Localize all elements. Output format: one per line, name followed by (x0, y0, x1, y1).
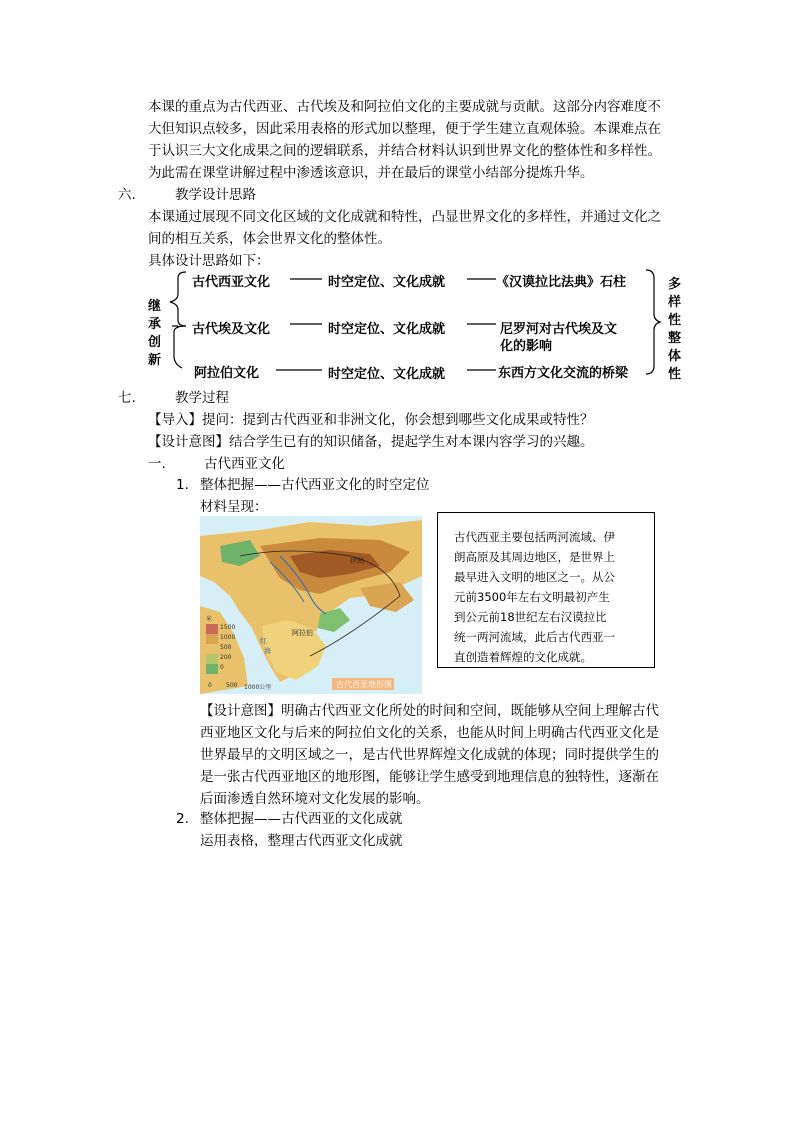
part1-title: 古代西亚文化 (204, 456, 285, 472)
infobox-line-5: 到公元前18世纪左右汉谟拉比 (454, 610, 607, 624)
intro-line-2: 大但知识点较多，因此采用表格的形式加以整理，便于学生建立直观体验。本课难点在 (148, 121, 661, 137)
west-asia-terrain-map (200, 516, 422, 694)
diagram-row3-middle: 时空定位、文化成就 (328, 367, 446, 382)
map-legend-value-2: 1000 (220, 634, 236, 641)
design-diagram (140, 264, 680, 384)
diagram-right-label-bottom: 整体性 (668, 331, 682, 382)
diagram-row2-culture: 古代埃及文化 (192, 322, 271, 337)
diagram-row3-culture: 阿拉伯文化 (194, 366, 260, 381)
intro-line-4: 为此需在课堂讲解过程中渗透该意识，并在最后的课堂小结部分提炼升华。 (148, 165, 594, 181)
map-legend-value-1: 1500 (220, 624, 236, 631)
section6-detail-label: 具体设计思路如下： (148, 253, 270, 269)
section7-title: 教学过程 (175, 390, 229, 406)
map-label-red: 红 (260, 637, 267, 645)
diagram-left-label: 继承创新 (148, 299, 162, 368)
infobox-line-1: 古代西亚主要包括两河流域、伊 (454, 530, 615, 544)
map-label-iran: 伊朗 (350, 557, 364, 565)
lead-in-question: 【导入】提问：提到古代西亚和非洲文化，你会想到哪些文化成果或特性？ (148, 412, 594, 428)
section7-number: 七. (118, 390, 136, 406)
west-asia-info-box (437, 512, 655, 668)
map-legend-value-4: 200 (220, 654, 232, 661)
infobox-line-7: 直创造着辉煌的文化成就。 (454, 650, 592, 664)
map-graphic (200, 516, 422, 694)
map-caption: 古代西亚地形图 (336, 680, 392, 689)
item2-number: 2. (176, 811, 189, 827)
design-intent-2-line-4: 是一张古代西亚地区的地形图，能够让学生感受到地理信息的独特性，逐渐在 (200, 769, 659, 785)
design-intent-2-line-3: 世界最早的文明区域之一，是古代世界辉煌文化成就的体现；同时提供学生的 (200, 747, 659, 763)
intro-line-3: 于认识三大文化成果之间的逻辑联系，并结合材料认识到世界文化的整体性和多样性。 (148, 143, 661, 159)
design-intent-1: 【设计意图】结合学生已有的知识储备，提起学生对本课内容学习的兴趣。 (148, 434, 594, 450)
section6-number: 六. (118, 187, 136, 203)
section6-para-line-2: 间的相互关系，体会世界文化的整体性。 (148, 231, 391, 247)
map-scale-1000: 1000公里 (244, 684, 272, 691)
diagram-row1-result: 《汉谟拉比法典》石柱 (496, 275, 627, 290)
map-label-arabia: 阿拉伯 (292, 629, 313, 637)
diagram-row2-middle: 时空定位、文化成就 (328, 322, 446, 337)
map-label-sea: 海 (264, 647, 271, 655)
item2-title: 整体把握——古代西亚的文化成就 (200, 811, 403, 827)
diagram-row2-result: 尼罗河对古代埃及文 (500, 322, 618, 337)
map-scale-0: 0 (208, 682, 212, 689)
diagram-row1-culture: 古代西亚文化 (192, 275, 271, 290)
diagram-right-label-top: 多样性 (668, 277, 682, 328)
item1-title: 整体把握——古代西亚文化的时空定位 (200, 477, 430, 493)
material-label: 材料呈现： (200, 499, 268, 515)
design-intent-2-line-1: 【设计意图】明确古代西亚文化所处的时间和空间，既能够从空间上理解古代 (200, 703, 659, 719)
intro-line-1: 本课的重点为古代西亚、古代埃及和阿拉伯文化的主要成就与贡献。这部分内容难度不 (148, 99, 661, 115)
diagram-row3-result: 东西方文化交流的桥梁 (498, 366, 629, 381)
infobox-line-4: 元前3500年左右文明最初产生 (454, 590, 610, 604)
design-intent-2-line-5: 后面渗透自然环境对文化发展的影响。 (200, 791, 430, 807)
infobox-line-6: 统一两河流域，此后古代西亚一 (454, 630, 615, 644)
section6-para-line-1: 本课通过展现不同文化区域的文化成就和特性，凸显世界文化的多样性，并通过文化之 (148, 209, 661, 225)
map-legend-value-5: 0 (220, 664, 224, 671)
section6-title: 教学设计思路 (175, 187, 256, 203)
part1-number: 一. (148, 456, 166, 472)
infobox-line-3: 最早进入文明的地区之一。从公 (454, 570, 615, 584)
map-legend-unit: 米 (206, 616, 213, 623)
item1-number: 1. (176, 477, 189, 493)
infobox-line-2: 朗高原及其周边地区，是世界上 (454, 550, 615, 564)
design-intent-2-line-2: 西亚地区文化与后来的阿拉伯文化的关系，也能从时间上明确古代西亚文化是 (200, 725, 659, 741)
diagram-row2-result-cont: 化的影响 (500, 339, 553, 354)
map-scale-500: 500 (226, 682, 238, 689)
map-legend-value-3: 500 (220, 644, 232, 651)
item2-text: 运用表格，整理古代西亚文化成就 (200, 833, 403, 849)
diagram-row1-middle: 时空定位、文化成就 (328, 275, 446, 290)
